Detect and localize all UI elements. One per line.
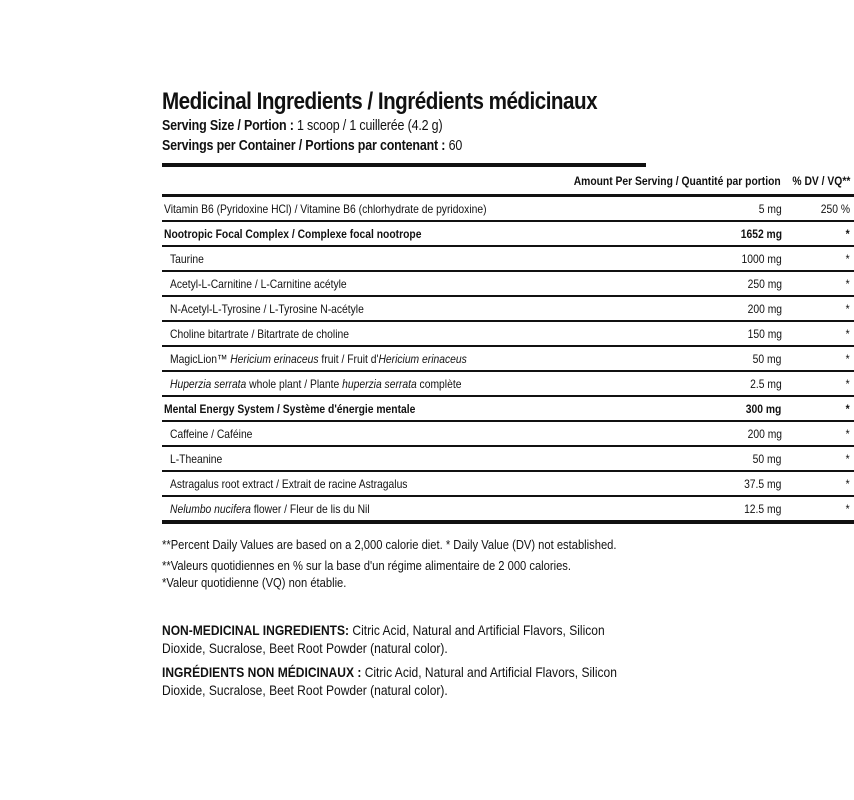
ingredient-dv: * — [846, 301, 851, 316]
table-row — [162, 297, 854, 320]
non-medicinal-fr-label: INGRÉDIENTS NON MÉDICINAUX : — [162, 664, 362, 680]
ingredient-dv: * — [846, 476, 851, 491]
ingredient-name: Nootropic Focal Complex / Complexe focal nootrope — [164, 226, 422, 241]
ingredient-amount: 200 mg — [747, 301, 782, 316]
servings-per-container-value: 60 — [448, 138, 463, 154]
table-row — [162, 322, 854, 345]
ingredient-dv: * — [846, 451, 851, 466]
non-medicinal-ingredients — [162, 621, 722, 705]
ingredient-amount: 2.5 mg — [750, 376, 782, 391]
table-row — [162, 472, 854, 495]
table-row — [162, 247, 854, 270]
ingredient-amount: 50 mg — [753, 451, 782, 466]
ingredient-dv: * — [846, 276, 851, 291]
header-amount: Amount Per Serving / Quantité par portion — [573, 173, 781, 188]
ingredient-name: N-Acetyl-L-Tyrosine / L-Tyrosine N-acétyle — [170, 301, 364, 316]
table-row — [162, 497, 854, 520]
ingredient-dv: * — [846, 226, 851, 241]
ingredient-name: Vitamin B6 (Pyridoxine HCl) / Vitamine B6 (chlorhydrate de pyridoxine) — [164, 201, 487, 216]
non-medicinal-en-label: NON-MEDICINAL INGREDIENTS: — [162, 622, 350, 638]
table-row — [162, 197, 854, 220]
table-row — [162, 447, 854, 470]
ingredient-amount: 150 mg — [747, 326, 782, 341]
non-medicinal-en-text: Citric Acid, Natural and Artificial Flavors, Silicon Dioxide, Sucralose, Beet Root Powder (natural color). — [162, 622, 605, 656]
servings-per-container-label: Servings per Container / Portions par contenant : — [162, 138, 446, 154]
ingredient-dv: * — [846, 351, 851, 366]
table-row — [162, 422, 854, 445]
ingredient-dv: * — [846, 376, 851, 391]
footnote-fr-2: *Valeur quotidienne (VQ) non établie. — [162, 575, 347, 590]
ingredient-amount: 1652 mg — [740, 226, 782, 241]
ingredient-dv: * — [846, 501, 851, 516]
table-row — [162, 222, 854, 245]
footnote-fr-1: **Valeurs quotidiennes en % sur la base d'un régime alimentaire de 2 000 calories. — [162, 558, 572, 573]
non-medicinal-fr — [162, 663, 644, 699]
table-row — [162, 397, 854, 420]
ingredient-name: Taurine — [170, 251, 204, 266]
ingredient-amount: 1000 mg — [741, 251, 782, 266]
ingredient-dv: * — [846, 426, 851, 441]
supplement-facts-panel — [162, 88, 851, 591]
ingredient-dv: 250 % — [820, 201, 851, 216]
ingredient-name: Caffeine / Caféine — [170, 426, 253, 441]
divider — [162, 520, 854, 524]
serving-size — [162, 116, 578, 136]
ingredient-amount: 12.5 mg — [744, 501, 782, 516]
footnote-en: **Percent Daily Values are based on a 2,000 calorie diet. * Daily Value (DV) not established. — [162, 537, 617, 552]
ingredient-amount: 300 mg — [746, 401, 782, 416]
ingredient-name: Choline bitartrate / Bitartrate de choline — [170, 326, 349, 341]
serving-size-value: 1 scoop / 1 cuillerée (4.2 g) — [296, 118, 443, 134]
ingredient-name: MagicLion™ Hericium erinaceus fruit / Fruit d'Hericium erinaceus — [170, 351, 467, 366]
serving-size-label: Serving Size / Portion : — [162, 118, 294, 134]
servings-per-container — [162, 136, 578, 156]
ingredient-name: Huperzia serrata whole plant / Plante huperzia serrata complète — [170, 376, 462, 391]
ingredient-name: Astragalus root extract / Extrait de racine Astragalus — [170, 476, 408, 491]
ingredient-name: Acetyl-L-Carnitine / L-Carnitine acétyle — [170, 276, 347, 291]
ingredient-amount: 200 mg — [747, 426, 782, 441]
ingredient-amount: 250 mg — [747, 276, 782, 291]
ingredient-amount: 37.5 mg — [744, 476, 782, 491]
non-medicinal-en — [162, 621, 644, 657]
ingredient-dv: * — [846, 251, 851, 266]
panel-title: Medicinal Ingredients / Ingrédients médicinaux — [162, 88, 598, 115]
ingredients-table — [162, 167, 854, 524]
ingredient-name: L-Theanine — [170, 451, 223, 466]
table-header — [162, 167, 854, 194]
footnotes — [162, 536, 646, 591]
header-dv: % DV / VQ** — [792, 173, 851, 188]
ingredient-amount: 5 mg — [758, 201, 782, 216]
non-medicinal-fr-text: Citric Acid, Natural and Artificial Flavors, Silicon Dioxide, Sucralose, Beet Root Powder (natural color). — [162, 664, 617, 698]
ingredient-amount: 50 mg — [753, 351, 782, 366]
table-row — [162, 347, 854, 370]
ingredient-name: Nelumbo nucifera flower / Fleur de lis du Nil — [170, 501, 370, 516]
ingredient-dv: * — [846, 401, 851, 416]
table-row — [162, 372, 854, 395]
ingredient-name: Mental Energy System / Système d'énergie mentale — [164, 401, 416, 416]
ingredient-dv: * — [846, 326, 851, 341]
table-row — [162, 272, 854, 295]
